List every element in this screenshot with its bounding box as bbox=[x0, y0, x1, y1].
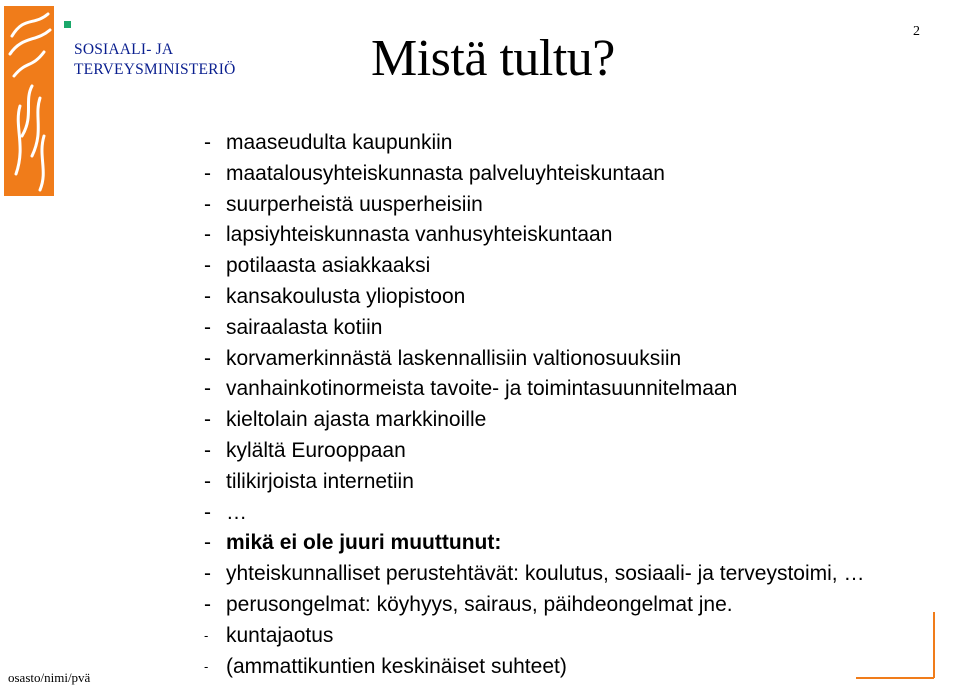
list-item-text: yhteiskunnalliset perustehtävät: koulutus, sosiaali- ja terveystoimi, … bbox=[226, 562, 865, 586]
list-item bbox=[204, 282, 864, 313]
list-item bbox=[204, 559, 864, 590]
list-item bbox=[204, 467, 864, 498]
list-item-text: kieltolain ajasta markkinoille bbox=[226, 408, 487, 432]
list-item-text: kylältä Eurooppaan bbox=[226, 438, 406, 462]
list-item bbox=[204, 190, 864, 221]
list-item-text: perusongelmat: köyhyys, sairaus, päihdeongelmat jne. bbox=[226, 592, 733, 616]
dash-marker: - bbox=[204, 223, 211, 247]
list-item-text: tilikirjoista internetiin bbox=[226, 469, 414, 493]
unchanged-heading: mikä ei ole juuri muuttunut: bbox=[226, 531, 502, 555]
list-item bbox=[204, 128, 864, 159]
footer-text: osasto/nimi/pvä bbox=[8, 670, 91, 685]
list-item-text: korvamerkinnästä laskennallisiin valtionosuuksiin bbox=[226, 346, 682, 370]
list-item-text: … bbox=[226, 500, 247, 524]
dash-marker: - bbox=[204, 562, 211, 586]
org-line-2: TERVEYSMINISTERIÖ bbox=[74, 61, 236, 78]
list-item-text: maaseudulta kaupunkiin bbox=[226, 131, 453, 154]
dash-marker: - bbox=[204, 254, 211, 278]
list-item-text: sairaalasta kotiin bbox=[226, 315, 383, 339]
list-item bbox=[204, 590, 864, 621]
list-item bbox=[204, 436, 864, 467]
list-item-text: maatalousyhteiskunnasta palveluyhteiskuntaan bbox=[226, 161, 665, 185]
square-bullet-icon bbox=[64, 21, 71, 28]
list-item bbox=[204, 405, 864, 436]
list-item-heading bbox=[204, 528, 864, 559]
list-item bbox=[204, 652, 864, 683]
list-item bbox=[204, 251, 864, 282]
slide-title: Mistä tultu? bbox=[371, 30, 615, 87]
list-item-text: (ammattikuntien keskinäiset suhteet) bbox=[226, 654, 567, 678]
list-item bbox=[204, 159, 864, 190]
organization-name bbox=[74, 40, 235, 80]
dash-marker: - bbox=[204, 592, 211, 616]
list-item bbox=[204, 220, 864, 251]
list-item bbox=[204, 313, 864, 344]
dash-marker: - bbox=[204, 408, 211, 432]
list-item bbox=[204, 498, 864, 529]
list-item-text: lapsiyhteiskunnasta vanhusyhteiskuntaan bbox=[226, 223, 613, 247]
list-item-text: kansakoulusta yliopistoon bbox=[226, 284, 466, 308]
list-item bbox=[204, 344, 864, 375]
list-item bbox=[204, 374, 864, 405]
list-item-text: suurperheistä uusperheisiin bbox=[226, 192, 483, 216]
list-item bbox=[204, 621, 864, 652]
dash-marker: - bbox=[204, 192, 211, 216]
dash-marker: - bbox=[204, 531, 211, 555]
dash-marker: - bbox=[204, 161, 211, 185]
dash-marker: - bbox=[204, 346, 211, 370]
change-list bbox=[204, 128, 864, 682]
list-item-text: vanhainkotinormeista tavoite- ja toimintasuunnitelmaan bbox=[226, 377, 738, 401]
org-line-1: SOSIAALI- JA bbox=[74, 41, 174, 58]
dash-marker: - bbox=[204, 131, 211, 154]
dash-marker: - bbox=[204, 658, 209, 674]
dash-marker: - bbox=[204, 627, 209, 643]
page-number: 2 bbox=[913, 24, 920, 39]
dash-marker: - bbox=[204, 469, 211, 493]
dash-marker: - bbox=[204, 284, 211, 308]
corner-decoration bbox=[856, 610, 936, 680]
dash-marker: - bbox=[204, 315, 211, 339]
ministry-logo bbox=[4, 6, 54, 196]
dash-marker: - bbox=[204, 438, 211, 462]
dash-marker: - bbox=[204, 377, 211, 401]
list-item-text: potilaasta asiakkaaksi bbox=[226, 254, 431, 278]
dash-marker: - bbox=[204, 500, 211, 524]
list-item-text: kuntajaotus bbox=[226, 623, 334, 647]
